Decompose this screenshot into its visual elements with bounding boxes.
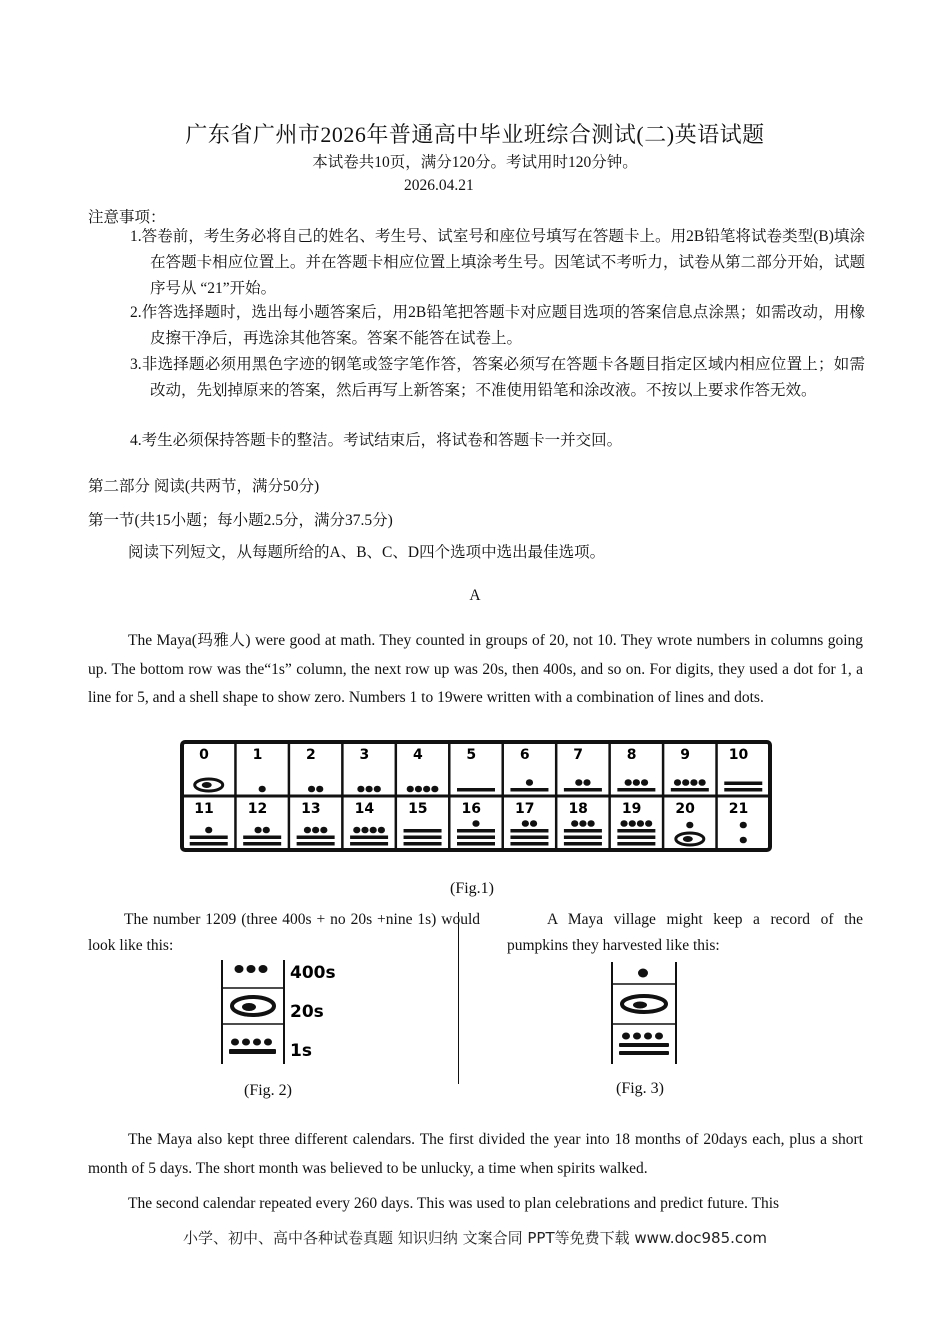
bar-five-glyph	[404, 829, 442, 833]
bar-five-glyph	[457, 836, 495, 840]
bar-five-glyph	[404, 836, 442, 840]
numeral-label: 2	[306, 747, 316, 763]
bar-five-glyph	[617, 788, 655, 792]
bar-five-glyph	[404, 842, 442, 846]
fig2-dots-1s	[229, 1039, 276, 1055]
numeral-label: 14	[354, 801, 375, 817]
dot-one-glyph	[637, 820, 644, 827]
note-item-3: 3.非选择题必须用黑色字迹的钢笔或签字笔作答，答案必须写在答题卡各题目指定区域内相应位置上；如需改动，先划掉原来的答案，然后再写上新答案；不准使用铅笔和涂改液。不按以上要求作答无效。	[130, 356, 865, 399]
dot-one-glyph	[588, 820, 595, 827]
section-title: 第一节(共15小题；每小题2.5分，满分37.5分)	[88, 512, 393, 529]
numeral-label: 5	[466, 747, 477, 763]
fig2-label-20s: 20s	[290, 1002, 324, 1022]
numeral-label: 13	[301, 801, 321, 817]
dot-one-glyph	[641, 779, 648, 786]
dot-one-glyph	[423, 786, 430, 793]
dot-one-glyph	[308, 786, 315, 793]
bar-five-glyph	[457, 788, 495, 792]
exam-title: 广东省广州市2026年普通高中毕业班综合测试(二)英语试题	[185, 122, 765, 147]
fig2-label-1s: 1s	[290, 1041, 312, 1061]
numeral-label: 19	[621, 801, 642, 817]
bar-five-glyph	[564, 836, 602, 840]
dot-one-glyph	[254, 827, 261, 834]
fig2-caption: (Fig. 2)	[244, 1082, 292, 1099]
numeral-label: 8	[626, 747, 637, 763]
bar-five-glyph	[350, 842, 388, 846]
left-column-text: The number 1209 (three 400s + no 20s +nine 1s) would look like this:	[88, 911, 480, 954]
dot-one-glyph	[357, 786, 364, 793]
bar-five-glyph	[671, 788, 709, 792]
numeral-label: 4	[412, 747, 423, 763]
dot-one-glyph	[583, 779, 590, 786]
dot-one-glyph	[259, 786, 266, 793]
dot-one-glyph	[674, 779, 681, 786]
bar-five-glyph	[564, 842, 602, 846]
dot-one-glyph	[620, 820, 627, 827]
dot-one-glyph	[526, 779, 533, 786]
numeral-label: 3	[359, 747, 370, 763]
numeral-label: 9	[680, 747, 690, 763]
dot-one-glyph	[645, 820, 652, 827]
dot-one-glyph	[699, 779, 706, 786]
fig3-shell-zero	[622, 996, 666, 1012]
bar-five-glyph	[510, 836, 548, 840]
bar-five-glyph	[510, 788, 548, 792]
dot-one-glyph	[690, 779, 697, 786]
fig3-caption: (Fig. 3)	[616, 1080, 664, 1097]
numeral-label: 17	[514, 801, 535, 817]
dot-one-glyph	[415, 786, 422, 793]
note-item-2: 2.作答选择题时，选出每小题答案后，用2B铅笔把答题卡对应题目选项的答案信息点涂黑；如需改动，用橡皮擦干净后，再选涂其他答案。答案不能答在试卷上。	[130, 304, 865, 347]
bar-five-glyph	[190, 842, 228, 846]
bar-five-glyph	[350, 836, 388, 840]
bar-five-glyph	[724, 782, 762, 786]
maya-numeral-table	[180, 740, 772, 854]
bar-five-glyph	[510, 829, 548, 833]
dot-one-glyph	[361, 827, 368, 834]
dot-one-glyph	[530, 820, 537, 827]
exam-date: 2026.04.21	[404, 177, 474, 194]
bar-five-glyph	[457, 829, 495, 833]
dot-one-glyph	[522, 820, 529, 827]
bar-five-glyph	[564, 788, 602, 792]
numeral-label: 6	[519, 747, 530, 763]
fig3-pumpkin-record	[606, 960, 682, 1070]
dot-one-glyph	[205, 827, 212, 834]
bar-five-glyph	[243, 836, 281, 840]
bar-five-glyph	[297, 842, 335, 846]
notes-heading: 注意事项：	[88, 209, 166, 226]
bar-five-glyph	[617, 836, 655, 840]
numeral-label: 18	[568, 801, 588, 817]
note-item-1: 1.答卷前，考生务必将自己的姓名、考生号、试室号和座位号填写在答题卡上。用2B铅笔将试卷类型(B)填涂在答题卡相应位置上。并在答题卡相应位置上填涂考生号。因笔试不考听力，试卷从第二部分开始，试题序号从 “21”开始。	[130, 228, 865, 297]
numeral-label: 10	[728, 747, 749, 763]
dot-one-glyph	[365, 786, 372, 793]
numeral-label: 21	[728, 801, 749, 817]
column-divider	[458, 912, 459, 1084]
passage-paragraph-2: The Maya also kept three different calendars. The first divided the year into 18 months of 20days each, plus a short month of 5 days. The short month was believed to be unlucky, a time when spirits walked.	[88, 1131, 863, 1177]
fig3-ones	[619, 1033, 669, 1056]
bar-five-glyph	[457, 842, 495, 846]
dot-one-glyph	[316, 786, 323, 793]
dot-one-glyph	[472, 820, 479, 827]
dot-one-glyph	[431, 786, 438, 793]
fig2-shell-zero	[232, 997, 274, 1015]
bar-five-glyph	[724, 788, 762, 792]
dot-twenty-glyph	[740, 822, 747, 829]
dot-one-glyph	[625, 779, 632, 786]
right-column-text: A Maya village might keep a record of the pumpkins they harvested like this:	[507, 911, 863, 954]
note-item-4: 4.考生必须保持答题卡的整洁。考试结束后，将试卷和答题卡一并交回。	[130, 432, 623, 449]
bar-five-glyph	[190, 836, 228, 840]
part-title: 第二部分 阅读(共两节，满分50分)	[88, 478, 320, 495]
dot-one-glyph	[374, 786, 381, 793]
exam-subtitle: 本试卷共10页，满分120分。考试用时120分钟。	[312, 154, 638, 171]
numeral-label: 0	[199, 747, 209, 763]
dot-one-glyph	[312, 827, 319, 834]
instruction: 阅读下列短文，从每题所给的A、B、C、D四个选项中选出最佳选项。	[128, 544, 606, 561]
passage-paragraph-3: The second calendar repeated every 260 days. This was used to plan celebrations and predict future. This	[128, 1195, 780, 1212]
dot-one-glyph	[740, 837, 747, 844]
dot-twenty-glyph	[686, 822, 693, 829]
dot-one-glyph	[629, 820, 636, 827]
bar-five-glyph	[564, 829, 602, 833]
bar-five-glyph	[617, 829, 655, 833]
bar-five-glyph	[243, 842, 281, 846]
numeral-label: 15	[408, 801, 428, 817]
numeral-label: 1	[252, 747, 263, 763]
dot-one-glyph	[353, 827, 360, 834]
dot-one-glyph	[633, 779, 640, 786]
dot-one-glyph	[571, 820, 578, 827]
fig2-label-400s: 400s	[290, 963, 336, 983]
dot-one-glyph	[370, 827, 377, 834]
fig2-dots-400s	[235, 965, 268, 973]
dot-one-glyph	[579, 820, 586, 827]
footer-text: 小学、初中、高中各种试卷真题 知识归纳 文案合同 PPT等免费下载 www.doc985.com	[183, 1229, 767, 1247]
shell-zero-glyph-inner	[683, 836, 693, 842]
shell-zero-glyph-inner	[202, 782, 212, 788]
dot-one-glyph	[575, 779, 582, 786]
bar-five-glyph	[617, 842, 655, 846]
fig1-caption: (Fig.1)	[450, 880, 494, 897]
numeral-label: 16	[461, 801, 482, 817]
fig2-number-1209	[216, 956, 346, 1068]
passage-paragraph-1: The Maya(玛雅人) were good at math. They counted in groups of 20, not 10. They wrote numbers in columns going up. The bottom row was the“1s” column, the next row up was 20s, then 400s, and so on. For digits, they used a dot for 1, a line for 5, and a shell shape to show zero. Numbers 1 to 19were written with a combination of lines and dots.	[88, 632, 863, 706]
numeral-label: 20	[675, 801, 695, 817]
numeral-label: 12	[247, 801, 268, 817]
numeral-label: 11	[194, 801, 214, 817]
dot-one-glyph	[263, 827, 270, 834]
numeral-label: 7	[573, 747, 584, 763]
dot-one-glyph	[320, 827, 327, 834]
dot-one-glyph	[682, 779, 689, 786]
bar-five-glyph	[297, 836, 335, 840]
fig3-dot-400s	[638, 969, 648, 978]
passage-letter: A	[469, 587, 481, 604]
bar-five-glyph	[510, 842, 548, 846]
dot-one-glyph	[378, 827, 385, 834]
dot-one-glyph	[407, 786, 414, 793]
dot-one-glyph	[304, 827, 311, 834]
